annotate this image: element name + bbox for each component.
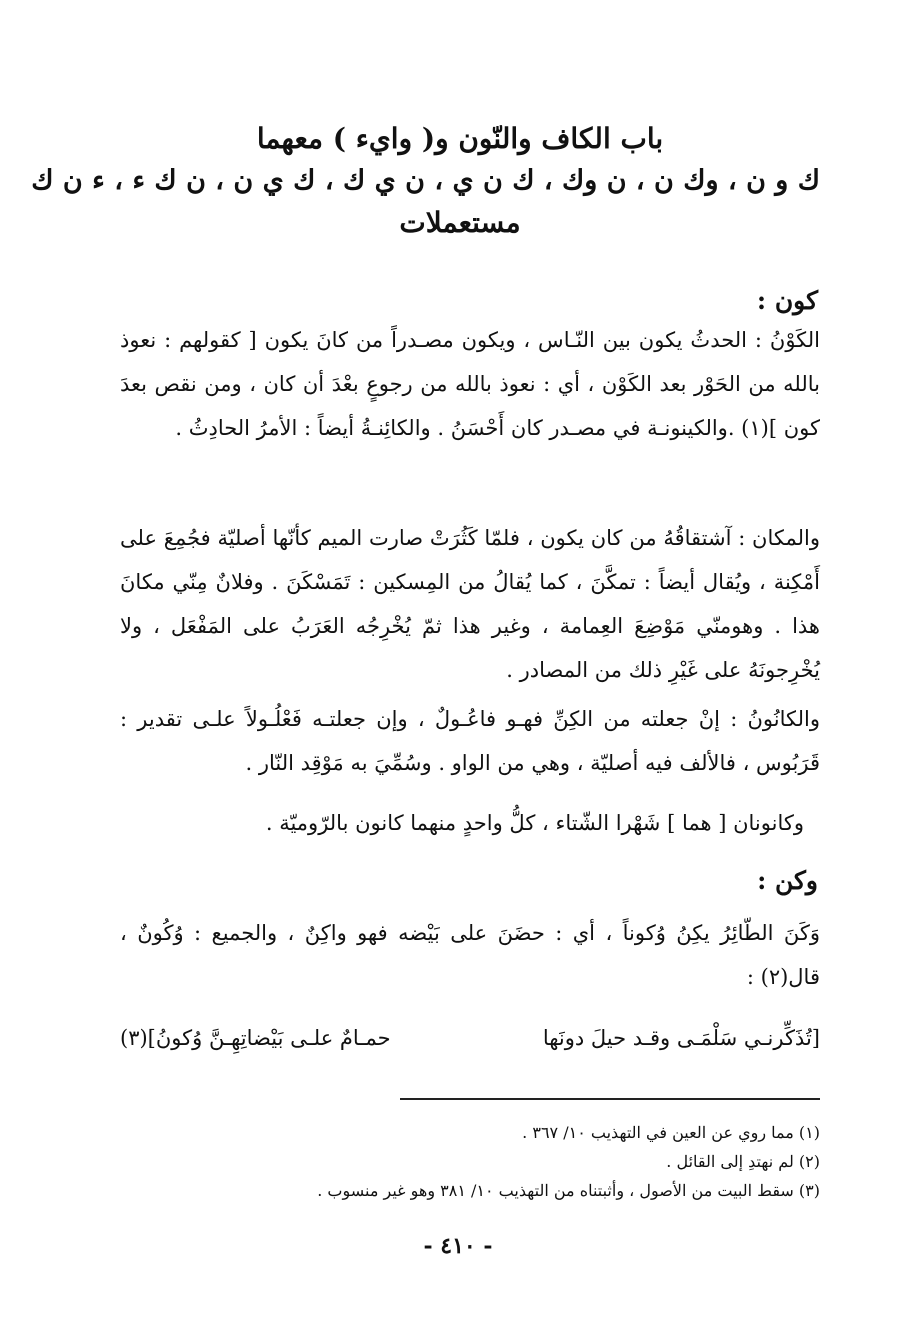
paragraph-makan: والمكان : آشتقاقُهُ من كان يكون ، فلمّا كَثُرَتْ صارت الميم كأنّها أصليّة فجُمِعَ على أَمْكِنة ، ويُقال أيضاً : تمكَّنَ ، كما يُقالُ من المِسكين : تَمَسْكَنَ . وفلانٌ مِنّي مكانَ هذا . وهومنّي مَوْضِعَ العِمامة ، وغير هذا ثمّ يُخْرِجُه العَرَبُ على المَفْعَل ، ولا يُخْرِجونَهُ على غَيْرِ ذلك من المصادر . xyxy=(120,526,820,682)
root-permutations: ك و ن ، وك ن ، ن وك ، ك ن ي ، ن ي ك ، ك ي ن ، ن ك ء ، ء ن ك xyxy=(31,165,820,196)
usage-status: مستعملات xyxy=(399,206,521,239)
footnotes xyxy=(120,1118,820,1205)
footnote-3: (٣) سقط البيت من الأصول ، وأثبتناه من التهذيب ١٠/ ٣٨١ وهو غير منسوب . xyxy=(317,1181,820,1200)
paragraph-kanunan: وكانونان [ هما ] شَهْرا الشّتاء ، كلُّ واحدٍ منهما كانون بالرّوميّة . xyxy=(265,811,804,835)
verse-first-hemistich: [تُذَكِّرنـي سَلْمَـى وقـد حيلَ دونَها xyxy=(542,1026,820,1050)
verse-second-hemistich: حمـامٌ علـى بَيْضاتِهِـنَّ وُكونُ](٣) xyxy=(120,1026,391,1050)
poetry-verse xyxy=(120,1016,820,1060)
footnote-divider xyxy=(400,1098,820,1100)
page-number: - ٤١٠ - xyxy=(423,1233,493,1259)
paragraph-kanun: والكانُونُ : إنْ جعلته من الكِنِّ فهـو فاعُـولٌ ، وإن جعلتـه فَعْلُـولاً علـى تقدير : قَرَبُوس ، فالألف فيه أصليّة ، وهي من الواو . وسُمِّيَ به مَوْقِد النّار . xyxy=(120,707,820,775)
chapter-heading xyxy=(31,118,820,244)
paragraph-kawn: الكَوْنُ : الحدثُ يكون بين النّـاس ، ويكون مصـدراً من كانَ يكون [ كقولهم : نعوذ بالله من الحَوْر بعد الكَوْن ، أي : نعوذ بالله من رجوعٍ بعْدَ أن كان ، ومن نقص بعدَ كون ](١) .والكينونـة في مصـدر كان أَحْسَنُ . والكائِنـةُ أيضاً : الأمرُ الحادِثُ . xyxy=(120,328,820,440)
footnote-2: (٢) لم نهتدِ إلى القائل . xyxy=(666,1152,820,1171)
entry-title-kwn: كون : xyxy=(756,286,818,315)
paragraph-wakana: وَكَنَ الطّائِرُ يكِنُ وُكوناً ، أي : حضَنَ على بَيْضه فهو واكِنٌ ، والجميع : وُكُونٌ ، قال(٢) : xyxy=(120,921,820,989)
footnote-1: (١) مما روي عن العين في التهذيب ١٠/ ٣٦٧ . xyxy=(522,1123,820,1142)
chapter-title: باب الكاف والنّون و( وايء ) معهما xyxy=(256,122,664,155)
entry-title-wkn: وكن : xyxy=(757,866,818,895)
